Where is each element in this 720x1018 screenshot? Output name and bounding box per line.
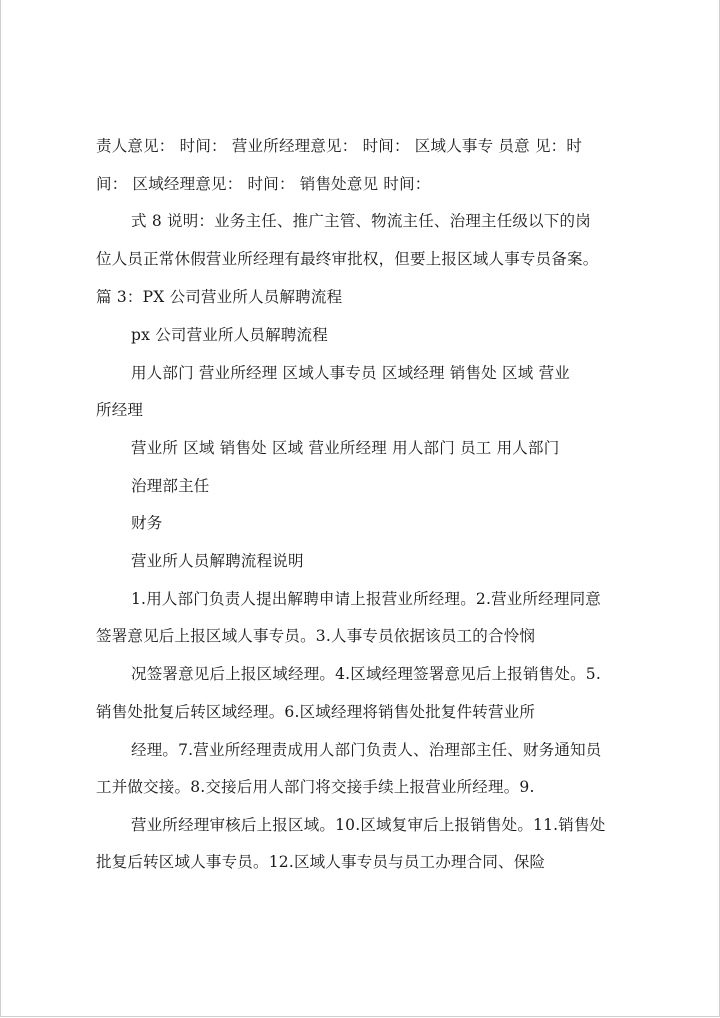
- text-line: 经理。7.营业所经理责成用人部门负责人、治理部主任、财务通知员: [131, 741, 602, 759]
- text-line: 间： 区域经理意见： 时间： 销售处意见 时间：: [96, 175, 431, 193]
- section-heading: 篇 3：PX 公司营业所人员解聘流程: [96, 288, 343, 306]
- text-line: 用人部门 营业所经理 区域人事专员 区域经理 销售处 区域 营业: [131, 364, 570, 382]
- text-line: 式 8 说明：业务主任、推广主管、物流主任、治理主任级以下的岗: [131, 212, 591, 230]
- text-line: 治理部主任: [131, 477, 210, 495]
- text-line: 财务: [131, 514, 163, 532]
- text-line: 1.用人部门负责人提出解聘申请上报营业所经理。2.营业所经理同意: [131, 590, 601, 608]
- text-line: 责人意见： 时间： 营业所经理意见： 时间： 区域人事专 员意 见：时: [96, 137, 583, 155]
- text-line: 营业所 区域 销售处 区域 营业所经理 用人部门 员工 用人部门: [131, 439, 560, 457]
- text-line: 所经理: [96, 401, 144, 419]
- text-line: 营业所人员解聘流程说明: [131, 552, 304, 570]
- text-line: 销售处批复后转区域经理。6.区域经理将销售处批复件转营业所: [96, 703, 536, 721]
- text-line: 营业所经理审核后上报区域。10.区域复审后上报销售处。11.销售处: [131, 816, 606, 834]
- text-line: 况签署意见后上报区域经理。4.区域经理签署意见后上报销售处。5.: [131, 665, 601, 683]
- text-line: 签署意见后上报区域人事专员。3.人事专员依据该员工的合怜悯: [96, 627, 536, 645]
- text-line: 批复后转区域人事专员。12.区域人事专员与员工办理合同、保险: [96, 853, 546, 871]
- text-line: px 公司营业所人员解聘流程: [131, 326, 328, 344]
- text-line: 工并做交接。8.交接后用人部门将交接手续上报营业所经理。9.: [96, 778, 535, 796]
- text-line: 位人员正常休假营业所经理有最终审批权，但要上报区域人事专员备案。: [96, 250, 599, 268]
